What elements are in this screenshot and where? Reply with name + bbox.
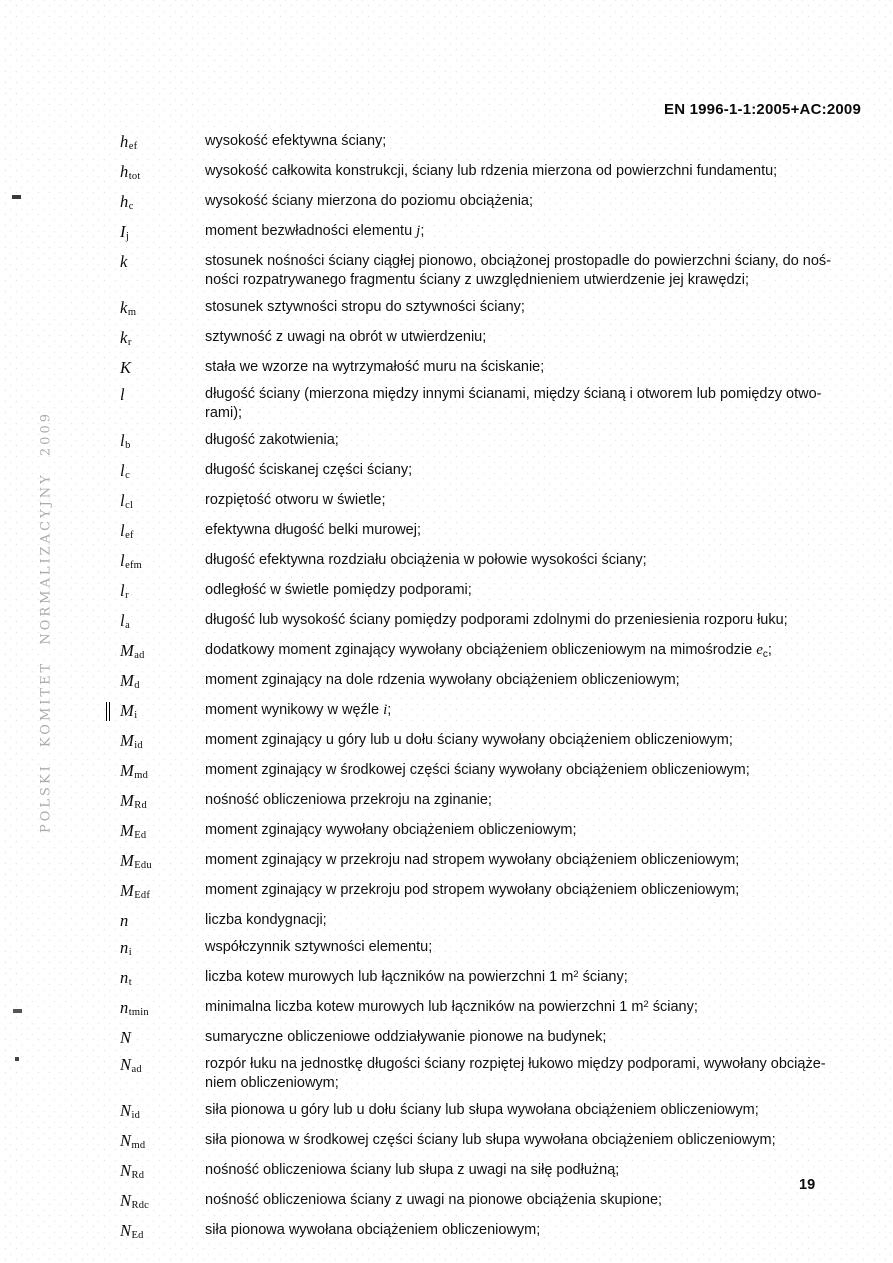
definition-text: liczba kondygnacji; [205,912,327,928]
symbols-list [120,132,870,1251]
definition-text: moment wynikowy w węźle i; [205,702,392,718]
definition-row [120,1131,870,1153]
definition-text: efektywna długość belki murowej; [205,522,421,538]
definition-text: rozpór łuku na jednostkę długości ściany rozpiętej łukowo między podporami, wywołany obciąże- niem obliczeniowym; [205,1056,826,1091]
symbol-label: $N_{Ed}$ [120,1221,144,1241]
definition-text: stała we wzorze na wytrzymałość muru na ściskanie; [205,359,545,375]
definition-row [120,132,870,154]
symbol-label: $N_{ad}$ [120,1055,142,1075]
definition-row [120,881,870,903]
definition-row [120,998,870,1020]
definition-text: liczba kotew murowych lub łączników na powierzchni 1 $m^2$ ściany; [205,969,628,985]
definition-text: moment zginający w przekroju nad stropem wywołany obciążeniem obliczeniowym; [205,852,740,868]
definition-text: minimalna liczba kotew murowych lub łączników na powierzchni 1 $m^2$ ściany; [205,999,698,1015]
definition-row [120,431,870,453]
page-number: 19 [799,1177,816,1193]
symbol-label: $l_r$ [120,581,129,601]
symbol-label: $h_{tot}$ [120,162,141,182]
definition-text: dodatkowy moment zginający wywołany obciążeniem obliczeniowym na mimośrodzie $e_c$; [205,642,772,660]
definition-text: moment zginający w środkowej części ściany wywołany obciążeniem obliczeniowym; [205,762,750,778]
symbol-label: k [120,252,128,271]
definition-text: wysokość ściany mierzona do poziomu obciążenia; [205,193,534,209]
definition-text: nośność obliczeniowa ściany z uwagi na pionowe obciążenia skupione; [205,1192,663,1208]
definition-row [120,821,870,843]
symbol-label: $h_c$ [120,192,134,212]
symbol-label: $l_{cl}$ [120,491,134,511]
symbol-label: $l_c$ [120,461,130,481]
symbol-label: $M_{id}$ [120,731,143,751]
scan-artifact [15,1057,19,1061]
symbol-label: K [120,358,132,377]
scan-artifact [13,1009,22,1013]
symbol-label: $I_j$ [120,222,130,242]
definition-text: stosunek nośności ściany ciągłej pionowo, obciążonej prostopadle do powierzchni ściany, do noś- ności rozpatrywanego fragmentu ściany z uwzględnieniem utwierdzenie jej krawędzi; [205,253,832,288]
symbol-label: $n_i$ [120,938,132,958]
symbol-label: $n_t$ [120,968,132,988]
symbol-label: $M_{md}$ [120,761,149,781]
symbol-label: $M_{Edu}$ [120,851,152,871]
definition-text: wysokość efektywna ściany; [205,133,387,149]
definition-text: moment zginający w przekroju pod stropem wywołany obciążeniem obliczeniowym; [205,882,740,898]
definition-row [120,385,870,423]
definition-text: długość efektywna rozdziału obciążenia w połowie wysokości ściany; [205,552,647,568]
definition-row [120,938,870,960]
definition-row [120,1221,870,1243]
definition-row [120,1101,870,1123]
symbol-label: $n_{tmin}$ [120,998,149,1018]
definition-text: moment zginający na dole rdzenia wywołany obciążeniem obliczeniowym; [205,672,680,688]
definition-row [120,252,870,290]
definition-row [120,731,870,753]
definition-text: siła pionowa w środkowej części ściany lub słupa wywołana obciążeniem obliczeniowym; [205,1132,776,1148]
sidebar-watermark: POLSKI KOMITET NORMALIZACYJNY 2009 [38,411,54,833]
definition-text: długość ściskanej części ściany; [205,462,413,478]
definition-row [120,911,870,930]
definition-row [120,461,870,483]
definition-text: odległość w świetle pomiędzy podporami; [205,582,472,598]
symbol-label: $l_a$ [120,611,130,631]
symbol-label: $l_b$ [120,431,131,451]
symbol-label: $N_{md}$ [120,1131,146,1151]
symbol-label: $M_i$ [120,701,205,723]
definition-text: sztywność z uwagi na obrót w utwierdzeniu; [205,329,487,345]
symbol-label: N [120,1028,132,1047]
definition-text: współczynnik sztywności elementu; [205,939,433,955]
symbol-label: $M_{Edf}$ [120,881,151,901]
definition-row [120,1191,870,1213]
definition-text: rozpiętość otworu w świetle; [205,492,386,508]
definition-text: moment zginający u góry lub u dołu ściany wywołany obciążeniem obliczeniowym; [205,732,733,748]
definition-row [120,521,870,543]
definition-row [120,851,870,873]
definition-row [120,611,870,633]
definition-text: długość ściany (mierzona między innymi ścianami, między ścianą i otworem lub pomiędzy otwo- rami); [205,386,822,421]
definition-text: nośność obliczeniowa przekroju na zginanie; [205,792,492,808]
definition-row [120,491,870,513]
symbol-label: $N_{id}$ [120,1101,141,1121]
symbol-label: $l_{efm}$ [120,551,143,571]
change-mark [106,702,110,721]
definition-text: długość zakotwienia; [205,432,339,448]
symbol-label: $M_{ad}$ [120,641,145,661]
definition-text: wysokość całkowita konstrukcji, ściany lub rdzenia mierzona od powierzchni fundamentu; [205,163,778,179]
definition-row [120,1161,870,1183]
symbol-label: $N_{Rdc}$ [120,1191,150,1211]
definition-row [120,1055,870,1093]
definition-text: siła pionowa u góry lub u dołu ściany lub słupa wywołana obciążeniem obliczeniowym; [205,1102,759,1118]
definition-row [120,791,870,813]
symbol-label: $M_{Rd}$ [120,791,147,811]
scan-artifact [12,195,21,199]
symbol-label: $M_d$ [120,671,140,691]
definition-row [120,581,870,603]
symbol-label: $M_{Ed}$ [120,821,147,841]
symbol-label: $N_{Rd}$ [120,1161,145,1181]
symbol-label: $k_r$ [120,328,132,348]
definition-text: stosunek sztywności stropu do sztywności ściany; [205,299,525,315]
definition-text: długość lub wysokość ściany pomiędzy podporami zdolnymi do przeniesienia rozporu łuku; [205,612,788,628]
symbol-label: $h_{ef}$ [120,132,138,152]
symbol-label: $k_m$ [120,298,137,318]
definition-row [120,761,870,783]
definition-row [120,222,870,244]
definition-row [120,968,870,990]
symbol-label: $l_{ef}$ [120,521,134,541]
symbol-label: l [120,385,125,404]
symbol-label: n [120,911,129,930]
definition-row [120,162,870,184]
definition-text: nośność obliczeniowa ściany lub słupa z uwagi na siłę podłużną; [205,1162,620,1178]
definition-text: siła pionowa wywołana obciążeniem obliczeniowym; [205,1222,541,1238]
definition-row [120,328,870,350]
definition-row [120,192,870,214]
definition-row [120,298,870,320]
definition-row [120,358,870,377]
definition-row [120,671,870,693]
definition-row [120,551,870,573]
definition-text: moment bezwładności elementu j; [205,223,425,239]
definition-row [120,1028,870,1047]
definition-row [120,641,870,663]
definition-row [120,701,870,723]
definition-text: sumaryczne obliczeniowe oddziaływanie pionowe na budynek; [205,1029,607,1045]
definition-text: moment zginający wywołany obciążeniem obliczeniowym; [205,822,577,838]
standard-reference-header: EN 1996-1-1:2005+AC:2009 [663,101,861,118]
